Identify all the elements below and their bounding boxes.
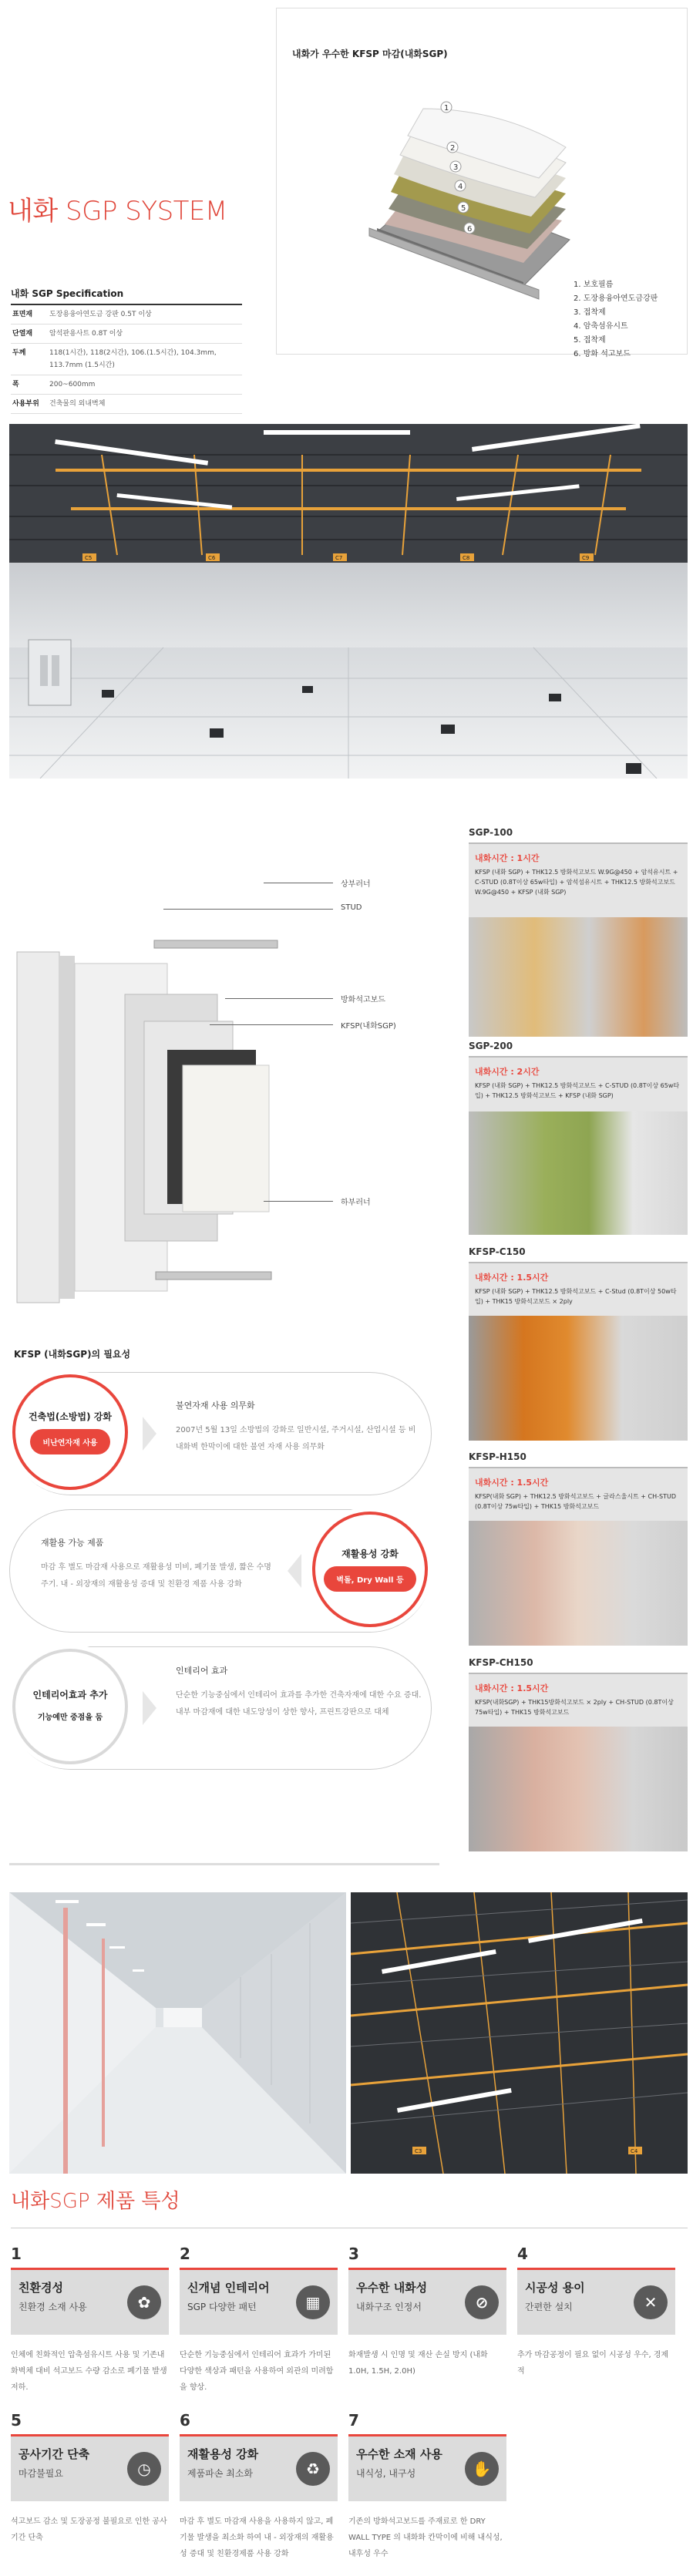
- need-circle-pill: 기능예만 중점을 둠: [30, 1707, 110, 1725]
- product-image: [469, 1111, 688, 1235]
- hall-tag: C6: [208, 555, 216, 561]
- feature-box: [180, 2270, 338, 2335]
- feature-box: [180, 2436, 338, 2501]
- feature-box: [11, 2270, 169, 2335]
- spec-row: [11, 304, 242, 325]
- spec-label: 표면재: [11, 304, 49, 325]
- hand-icon: ✋: [465, 2452, 499, 2486]
- need-text-block: [176, 1399, 422, 1456]
- layer-heading: 내화가 우수한 KFSP 마감(내화SGP): [292, 49, 448, 59]
- tools-icon: ✕: [634, 2285, 668, 2319]
- product-title: KFSP-CH150: [469, 1657, 533, 1668]
- recycle-icon: ♻: [296, 2452, 330, 2486]
- product-card-sgp-100: [469, 842, 688, 1035]
- stopwatch-icon: ◷: [127, 2452, 161, 2486]
- wall-diagram: [9, 832, 441, 1318]
- spec-label: 단열재: [11, 325, 49, 344]
- ceiling-illustration: [351, 1892, 688, 2174]
- layer-marker: 3: [453, 163, 459, 172]
- hall-tag: C7: [335, 555, 343, 561]
- need-text-block: [41, 1536, 272, 1593]
- feature-subtitle: 내식성, 내구성: [356, 2468, 416, 2479]
- hall-tag: C8: [463, 555, 470, 561]
- layer-list-item: 1. 보호필름: [574, 281, 614, 289]
- wall-label-kfsp: KFSP(내화SGP): [341, 1022, 396, 1031]
- product-desc: KFSP(내화SGP) + THK15방화석고보드 × 2ply + CH-STUD (0.8T이상 75w타입) + THK15 방화석고보드: [475, 1699, 674, 1716]
- layer-diagram-box: [276, 8, 688, 358]
- feature-title: 친환경성: [19, 2281, 63, 2295]
- feature-text: 단순한 기능중심에서 인테리어 효과가 가미된 다양한 색상과 패턴을 사용하여 외관의 미려함을 향상.: [180, 2351, 334, 2392]
- layer-list-item: 5. 접착제: [574, 336, 606, 345]
- feature-subtitle: 내화구조 인정서: [356, 2302, 422, 2312]
- feature-text: 마감 후 별도 마감재 사용을 사용하지 않고, 폐기물 발생을 최소화 하여 내 - 외장재의 재활용성 증대 및 친환경제품 사용 강화: [180, 2517, 334, 2558]
- feature-title: 우수한 소재 사용: [356, 2447, 442, 2461]
- leader-line: [225, 998, 333, 999]
- need-circle-interior: [12, 1649, 128, 1764]
- spec-value: 암석판용사트 0.8T 이상: [49, 325, 242, 344]
- need-circle-recycle: [312, 1512, 428, 1627]
- need-heading: 재활용 가능 제품: [41, 1538, 104, 1548]
- spec-title: 내화 SGP Specification: [11, 288, 124, 299]
- cleanroom-hall-photo: [9, 424, 688, 779]
- arrow-right-icon: [143, 1417, 156, 1451]
- feature-text: 석고보드 감소 및 도장공정 불필요로 인한 공사기간 단축: [11, 2517, 167, 2542]
- feature-subtitle: 마감불필요: [19, 2468, 63, 2479]
- product-desc: KFSP (내화 SGP) + THK12.5 방화석고보드 + C-STUD (0.8T이상 65w타입) + THK12.5 방화석고보드 + KFSP (내화 SGP): [475, 1082, 680, 1099]
- need-row-2: [9, 1509, 432, 1633]
- layer-list-item: 6. 방화 석고보드: [574, 350, 631, 358]
- product-image: [469, 1521, 688, 1646]
- feature-number: 6: [180, 2411, 190, 2430]
- corridor-illustration: [9, 1892, 346, 2174]
- spec-row: [11, 325, 242, 344]
- wall-label-bottom-runner: 하부러너: [341, 1199, 371, 1207]
- feature-title: 재활용성 강화: [187, 2447, 259, 2461]
- layer-marker: 6: [467, 225, 473, 234]
- feature-subtitle: 친환경 소재 사용: [19, 2302, 87, 2312]
- product-fire-rating: 내화시간 : 2시간: [475, 1067, 540, 1077]
- feature-box: [348, 2270, 506, 2335]
- need-circle-label: 재활용성 강화: [341, 1549, 399, 1559]
- spec-label: 사용부위: [11, 395, 49, 414]
- spec-value: 도장용융아연도금 강판 0.5T 이상: [49, 304, 242, 325]
- product-fire-rating: 내화시간 : 1시간: [475, 853, 540, 863]
- need-title: KFSP (내화SGP)의 필요성: [14, 1349, 131, 1360]
- feature-number: 2: [180, 2245, 190, 2263]
- feature-card: [11, 2411, 169, 2546]
- product-fire-rating: 내화시간 : 1.5시간: [475, 1683, 549, 1693]
- leaf-icon: ✿: [127, 2285, 161, 2319]
- feature-number: 3: [348, 2245, 359, 2263]
- product-title: SGP-200: [469, 1041, 513, 1051]
- need-text-block: [176, 1664, 422, 1721]
- need-circle-fire-law: [12, 1374, 128, 1490]
- layer-marker: 2: [450, 144, 456, 153]
- spec-row: [11, 344, 242, 375]
- wall-label-stud: STUD: [341, 903, 362, 912]
- feature-box: [348, 2436, 506, 2501]
- product-image: [469, 917, 688, 1037]
- layer-marker: 4: [458, 183, 463, 191]
- spec-table: [11, 304, 242, 414]
- need-row-3: [9, 1646, 432, 1770]
- product-image: [469, 1316, 688, 1441]
- spec-label: 폭: [11, 375, 49, 395]
- spec-label: 두께: [11, 344, 49, 375]
- leader-line: [264, 1201, 333, 1202]
- feature-text: 추가 마감공정이 필요 없이 시공성 우수, 경제적: [517, 2351, 669, 2376]
- spec-row: [11, 375, 242, 395]
- product-card-kfsp-h150: [469, 1467, 688, 1644]
- layer-marker: 5: [461, 204, 466, 213]
- product-card-sgp-200: [469, 1056, 688, 1233]
- product-title: KFSP-H150: [469, 1451, 526, 1462]
- feature-card: [11, 2245, 169, 2396]
- product-fire-rating: 내화시간 : 1.5시간: [475, 1478, 549, 1488]
- product-image: [469, 1727, 688, 1851]
- leader-line: [163, 909, 333, 910]
- layer-list-item: 4. 암축섬유시트: [574, 322, 628, 331]
- product-card-kfsp-c150: [469, 1262, 688, 1439]
- spec-value: 200~600mm: [49, 375, 242, 395]
- need-row-1: [9, 1372, 432, 1495]
- feature-subtitle: SGP 다양한 패턴: [187, 2302, 257, 2312]
- hall-illustration: [9, 424, 688, 779]
- need-body: 단순한 기능중심에서 인테리어 효과를 추가한 건축자재에 대한 수요 증대. 내부 마감재에 대한 내도앙성이 상한 향사, 프린트강판으로 대체: [176, 1691, 422, 1717]
- building-icon: ▦: [296, 2285, 330, 2319]
- divider: [9, 1863, 439, 1865]
- ceiling-tag: C3: [415, 2148, 422, 2154]
- need-body: 마감 후 별도 마감재 사용으로 재활용성 미비, 폐기물 발생, 짧은 수명주기. 내 - 외장재의 재활용성 증대 및 친환경 제품 사용 강화: [41, 1563, 271, 1589]
- feature-title: 시공성 용이: [525, 2281, 585, 2295]
- need-circle-pill: 비난연자재 사용: [30, 1429, 109, 1454]
- leader-line: [210, 1024, 333, 1025]
- spec-value: 건축물의 외내벽체: [49, 395, 242, 414]
- feature-text: 기존의 방화석고보드를 주재료로 한 DRY WALL TYPE 의 내화화 칸막이에 비해 내식성, 내후성 우수: [348, 2517, 503, 2558]
- hero-title: 내화 SGP SYSTEM: [8, 196, 227, 227]
- ceiling-grid-photo: [351, 1892, 688, 2174]
- need-circle-label: 건축법(소방법) 강화: [29, 1411, 112, 1422]
- product-desc: KFSP (내화 SGP) + THK12.5 방화석고보드 W.9G@450 + 암석유시트 + C-STUD (0.8T이상 65w타입) + 암석섬유시트 + THK12.5 방화석고보드 W.9G@450 + KFSP (내화 SGP): [475, 869, 678, 896]
- feature-card: [517, 2245, 675, 2379]
- layer-marker: 1: [444, 104, 449, 113]
- layer-diagram: [346, 70, 577, 301]
- need-heading: 불연자재 사용 의무화: [176, 1401, 255, 1411]
- product-title: KFSP-C150: [469, 1246, 526, 1257]
- layer-sheets: [377, 109, 570, 286]
- product-desc: KFSP(내화 SGP) + THK12.5 방화석고보드 + 글라스울시트 + CH-STUD (0.8T이상 75w타입) + THK15 방화석고보드: [475, 1493, 677, 1510]
- need-circle-pill: 벽돌, Dry Wall 등: [324, 1566, 415, 1592]
- feature-text: 화재발생 시 인명 및 재산 손실 방지 (내화 1.0H, 1.5H, 2.0H): [348, 2351, 488, 2376]
- spec-value: 118(1시간), 118(2시간), 106.(1.5시간), 104.3mm, 113.7mm (1.5시간): [49, 344, 242, 375]
- wall-label-top-runner: 상부러너: [341, 880, 371, 889]
- need-circle-label: 인테리어효과 추가: [32, 1690, 108, 1700]
- feature-subtitle: 간편한 설치: [525, 2302, 573, 2312]
- product-card-kfsp-ch150: [469, 1673, 688, 1850]
- feature-text: 인체에 친화적인 압축섬유시트 사용 및 기존내화벽체 대비 석고보드 수량 감소로 폐기물 발생 저하.: [11, 2351, 167, 2392]
- layer-list: [574, 278, 658, 362]
- feature-card: [180, 2411, 338, 2562]
- product-desc: KFSP (내화 SGP) + THK12.5 방화석고보드 + C-Stud (0.8T이상 50w타입) + THK15 방화석고보드 × 2ply: [475, 1288, 677, 1305]
- spec-row: [11, 395, 242, 414]
- feature-card: [348, 2245, 506, 2379]
- need-body: 2007년 5월 13일 소방법의 강화로 일반시설, 주거시설, 산업시설 등 비내화벽 한막이에 대한 불연 자재 사용 의무화: [176, 1426, 416, 1451]
- wall-label-gypsum: 방화석고보드: [341, 996, 385, 1004]
- no-fire-icon: ⊘: [465, 2285, 499, 2319]
- product-fire-rating: 내화시간 : 1.5시간: [475, 1273, 549, 1283]
- feature-card: [348, 2411, 506, 2562]
- arrow-right-icon: [143, 1691, 156, 1725]
- layer-list-item: 3. 접착제: [574, 308, 606, 317]
- feature-number: 4: [517, 2245, 528, 2263]
- feature-subtitle: 제품파손 최소화: [187, 2468, 253, 2479]
- wall-illustration: [9, 832, 441, 1318]
- product-title: SGP-100: [469, 827, 513, 838]
- features-title: 내화SGP 제품 특성: [11, 2190, 180, 2213]
- feature-box: [517, 2270, 675, 2335]
- corridor-photo: [9, 1892, 346, 2174]
- layer-list-item: 2. 도장용융아연도금강판: [574, 294, 658, 303]
- feature-title: 신개념 인테리어: [187, 2281, 270, 2295]
- feature-number: 1: [11, 2245, 22, 2263]
- feature-number: 7: [348, 2411, 359, 2430]
- feature-box: [11, 2436, 169, 2501]
- feature-number: 5: [11, 2411, 22, 2430]
- feature-title: 우수한 내화성: [356, 2281, 428, 2295]
- ceiling-tag: C4: [631, 2148, 638, 2154]
- arrow-left-icon: [288, 1554, 301, 1588]
- need-heading: 인테리어 효과: [176, 1666, 228, 1676]
- hall-tag: C5: [85, 555, 93, 561]
- feature-title: 공사기간 단축: [19, 2447, 90, 2461]
- feature-card: [180, 2245, 338, 2396]
- hall-tag: C9: [582, 555, 590, 561]
